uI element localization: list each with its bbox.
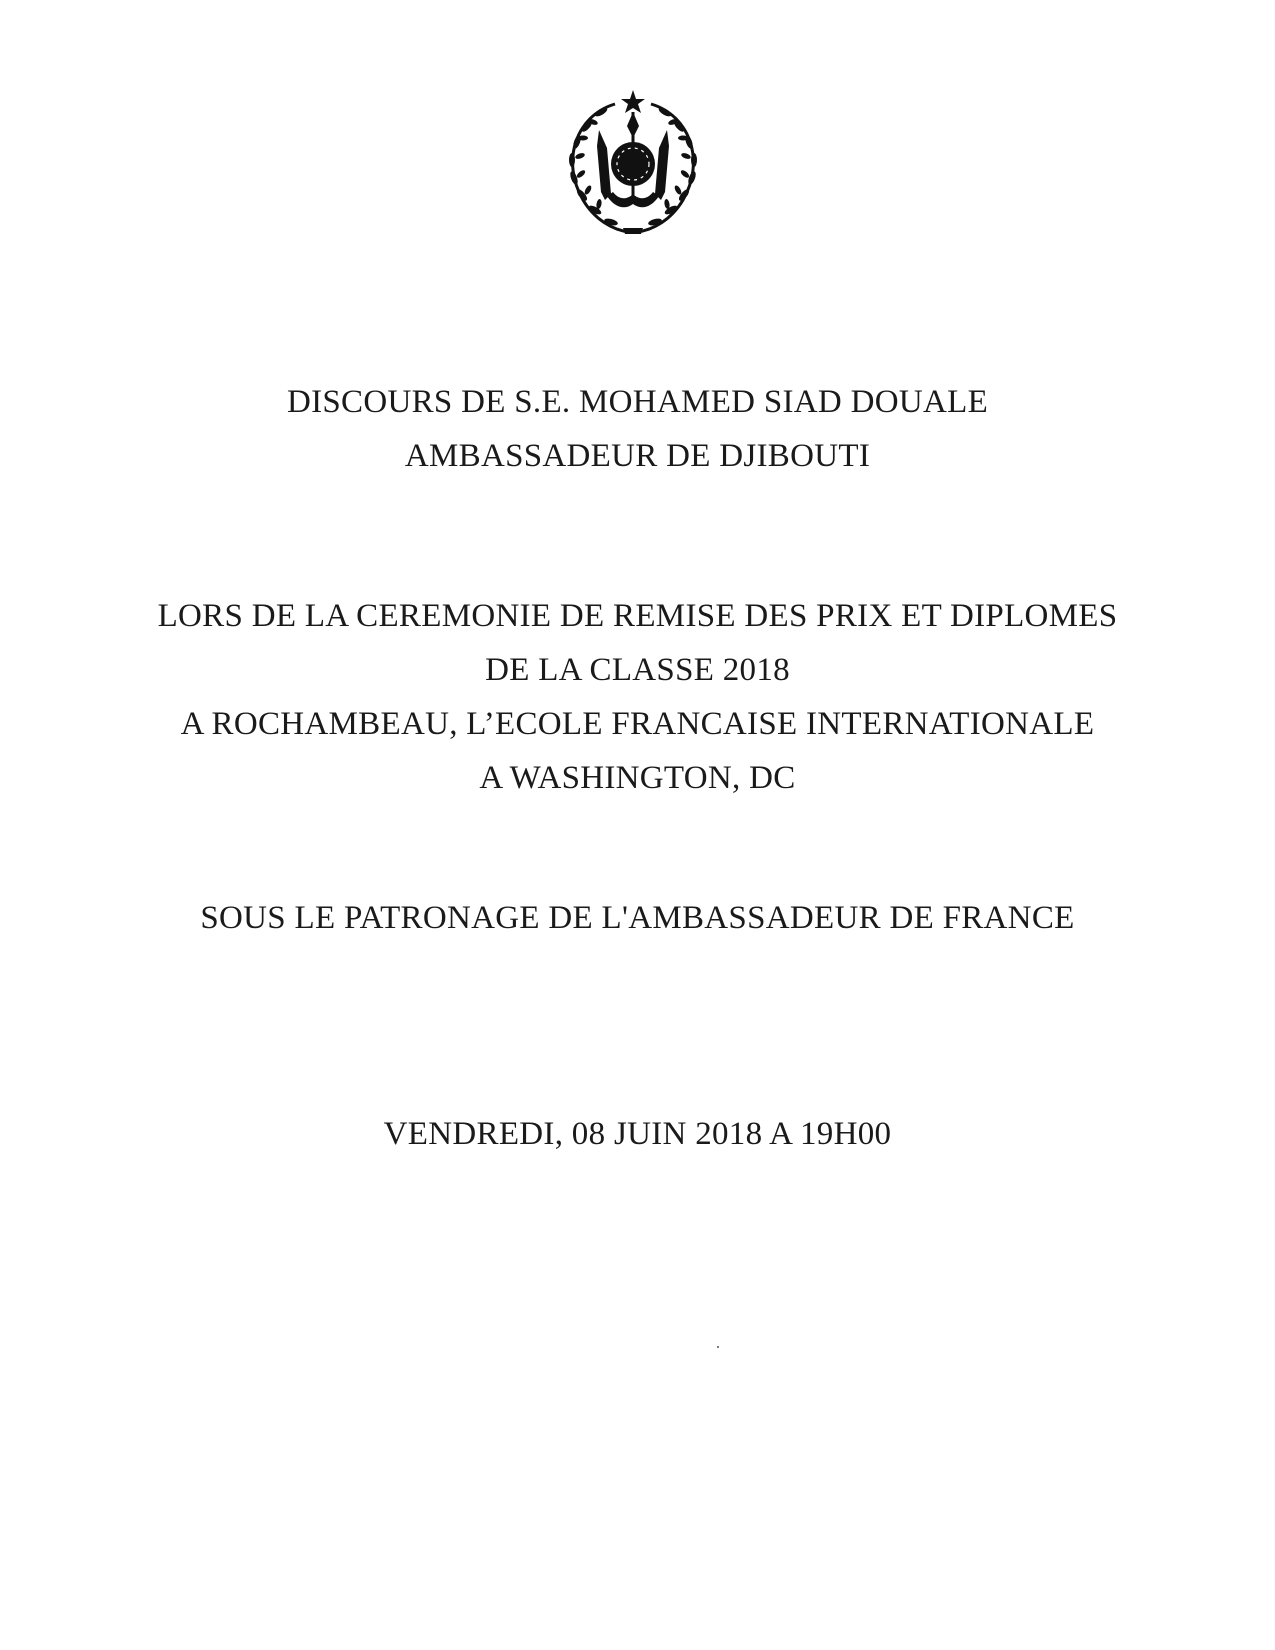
patronage-line: SOUS LE PATRONAGE DE L'AMBASSADEUR DE FRANCE bbox=[200, 900, 1075, 936]
occasion-line-2: DE LA CLASSE 2018 bbox=[485, 652, 790, 688]
occasion-line-4: A WASHINGTON, DC bbox=[479, 760, 796, 796]
occasion-line-3: A ROCHAMBEAU, L’ECOLE FRANCAISE INTERNATIONALE bbox=[180, 706, 1095, 742]
scan-speck bbox=[717, 1346, 719, 1348]
national-emblem-icon bbox=[553, 82, 713, 242]
heading-speaker: DISCOURS DE S.E. MOHAMED SIAD DOUALE bbox=[286, 384, 989, 420]
event-date: VENDREDI, 08 JUIN 2018 A 19H00 bbox=[383, 1116, 892, 1152]
heading-title: AMBASSADEUR DE DJIBOUTI bbox=[404, 438, 871, 474]
occasion-line-1: LORS DE LA CEREMONIE DE REMISE DES PRIX ET DIPLOMES bbox=[157, 598, 1118, 634]
